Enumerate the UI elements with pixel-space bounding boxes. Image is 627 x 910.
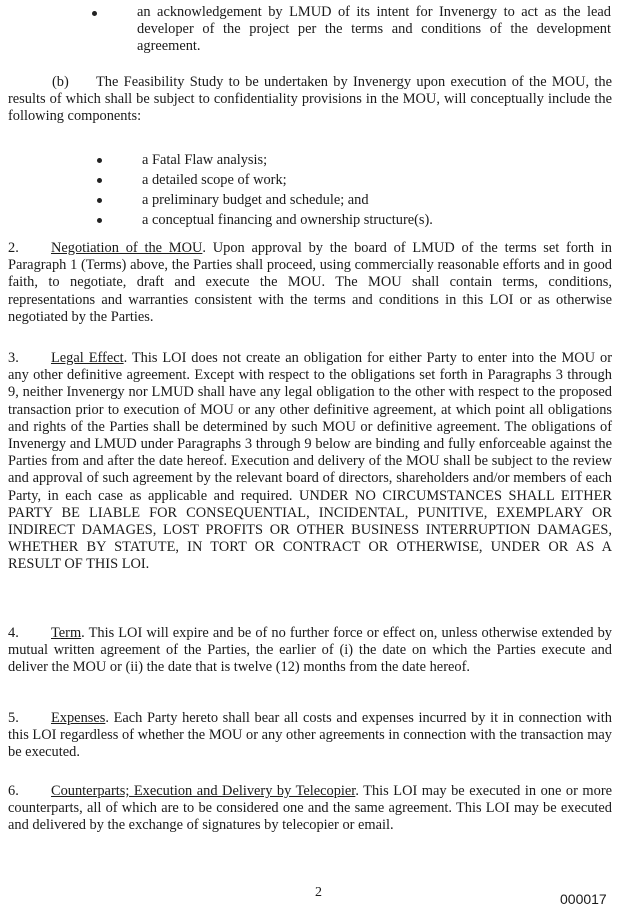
section-term	[8, 625, 612, 677]
acknowledgement-bullet	[92, 4, 612, 56]
section-number: 5.	[8, 710, 19, 726]
section-text: . Each Party hereto shall bear all costs and expenses incurred by it in connection with this LOI regardless of whether the MOU or any other agreements in connection with the transaction may be executed.	[8, 710, 612, 761]
section-text: . Upon approval by the board of LMUD of the terms set forth in Paragraph 1 (Terms) above, the Parties shall proceed, using commercially reasonable efforts and in good faith, to negotiate, draft and execute the MOU. The MOU shall contain terms, conditions, representations and warranties consistent with the terms and conditions in this LOI or as otherwise negotiated by the Parties.	[8, 240, 612, 325]
paragraph-text: The Feasibility Study to be undertaken by Invenergy upon execution of the MOU, the results of which shall be subject to confidentiality provisions in the MOU, will conceptually include the following components:	[8, 74, 612, 125]
feasibility-study-paragraph	[8, 74, 612, 126]
list-item-text: a Fatal Flaw analysis;	[142, 152, 268, 168]
bullet-icon	[92, 11, 97, 16]
section-heading: Legal Effect	[51, 350, 124, 366]
bullet-text: an acknowledgement by LMUD of its intent for Invenergy to act as the lead developer of the project per the terms and conditions of the development agreement.	[137, 4, 611, 55]
paragraph-label: (b)	[52, 74, 69, 90]
list-item-text: a detailed scope of work;	[142, 172, 287, 188]
section-number: 3.	[8, 350, 19, 366]
list-item	[97, 172, 597, 192]
section-text: . This LOI will expire and be of no further force or effect on, unless otherwise extended by mutual written agreement of the Parties, the earlier of (i) the date on which the Parties execute and deliver the MOU or (ii) the date that is twelve (12) months from the date hereof.	[8, 625, 612, 676]
bates-number: 000017	[560, 891, 607, 907]
section-counterparts	[8, 783, 612, 835]
section-number: 6.	[8, 783, 19, 799]
bullet-icon	[97, 158, 102, 163]
section-number: 4.	[8, 625, 19, 641]
page-number: 2	[315, 885, 322, 900]
section-heading: Term	[51, 625, 82, 641]
list-item	[97, 192, 597, 212]
list-item-text: a preliminary budget and schedule; and	[142, 192, 369, 208]
section-text: . This LOI does not create an obligation for either Party to enter into the MOU or any other definitive agreement. Except with respect to the obligations set forth in Paragraphs 3 through 9, neither Invenergy nor LMUD shall have any legal obligation to the other with respect to the proposed transaction prior to execution of MOU or any other definitive agreement, at which point all obligations and rights of the Parties shall be determined by such MOU or definitive agreement. The obligations of Invenergy and LMUD under Paragraphs 3 through 9 below are binding and fully enforceable against the Parties from and after the date hereof. Execution and delivery of the MOU shall be subject to the review and approval of such agreement by the relevant board of directors, shareholders and/or members of each Party, in each case as applicable and required. UNDER NO CIRCUMSTANCES SHALL EITHER PARTY BE LIABLE FOR CONSEQUENTIAL, INCIDENTAL, PUNITIVE, EXEMPLARY OR INDIRECT DAMAGES, LOST PROFITS OR OTHER BUSINESS INTERRUPTION DAMAGES, WHETHER BY STATUTE, IN TORT OR CONTRACT OR OTHERWISE, UNDER OR AS A RESULT OF THIS LOI.	[8, 350, 612, 573]
section-heading: Expenses	[51, 710, 106, 726]
list-item	[97, 152, 597, 172]
section-number: 2.	[8, 240, 19, 256]
section-negotiation	[8, 240, 612, 326]
section-heading: Negotiation of the MOU	[51, 240, 203, 256]
list-item-text: a conceptual financing and ownership structure(s).	[142, 212, 433, 228]
section-heading: Counterparts; Execution and Delivery by Telecopier	[51, 783, 356, 799]
bullet-icon	[97, 218, 102, 223]
section-text: . This LOI may be executed in one or more counterparts, all of which are to be considered one and the same agreement. This LOI may be executed and delivered by the exchange of signatures by telecopier or email.	[8, 783, 613, 834]
bullet-icon	[97, 178, 102, 183]
components-list	[97, 152, 597, 232]
bullet-icon	[97, 198, 102, 203]
list-item	[97, 212, 597, 232]
section-expenses	[8, 710, 612, 762]
section-legal-effect	[8, 350, 612, 574]
